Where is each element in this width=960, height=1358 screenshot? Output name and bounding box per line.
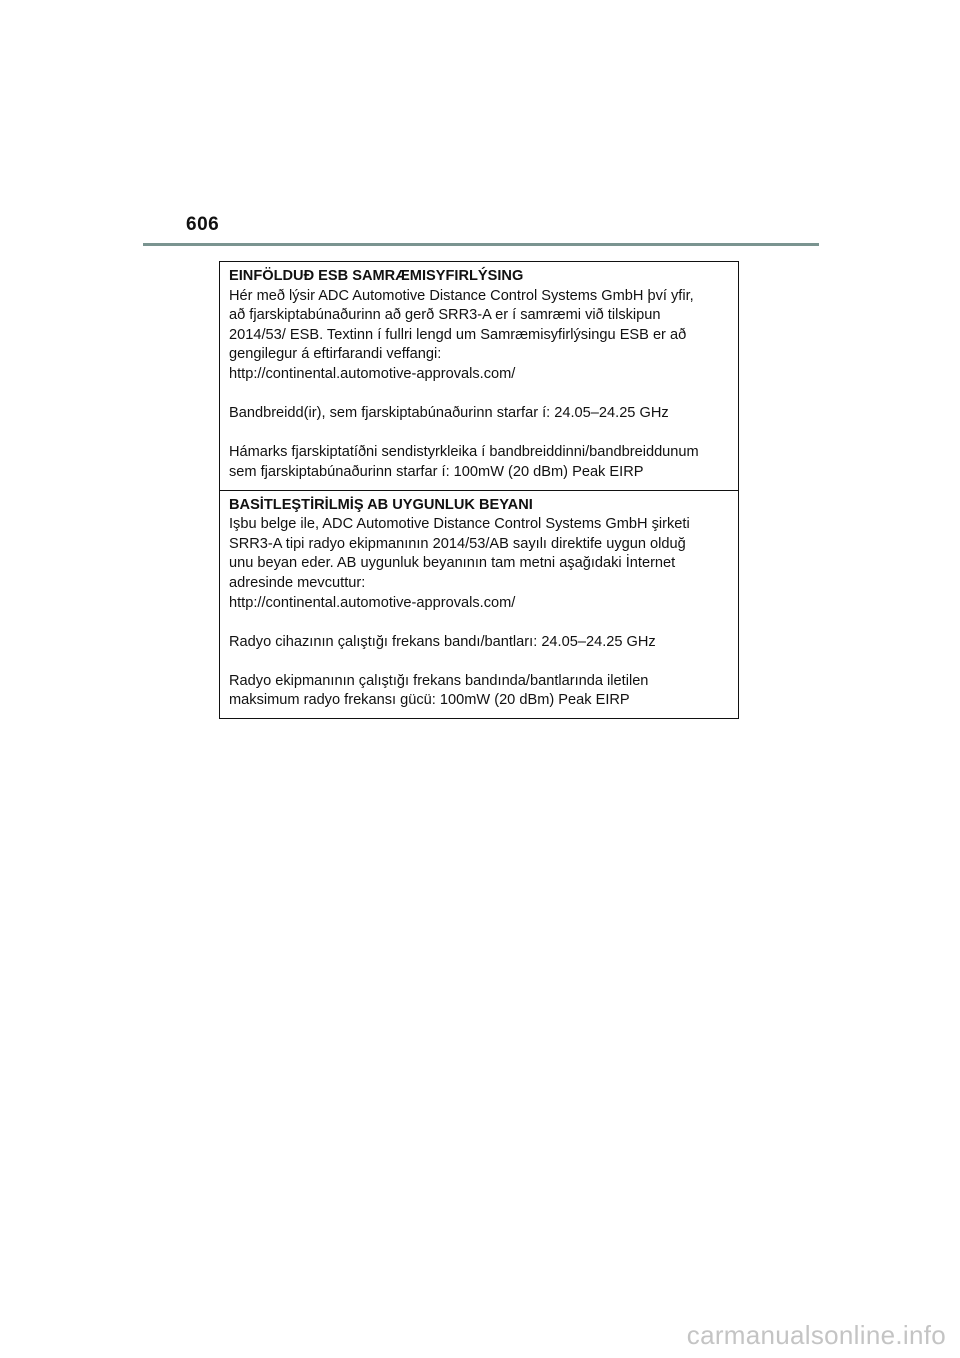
section-title: EINFÖLDUÐ ESB SAMRÆMISYFIRLÝSING bbox=[229, 268, 524, 284]
header-divider bbox=[143, 243, 819, 246]
page-number: 606 bbox=[186, 214, 220, 235]
text-line: Hámarks fjarskiptatíðni sendistyrkleika í bandbreiddinni/bandbreiddunum bbox=[229, 444, 699, 461]
paragraph bbox=[229, 515, 729, 613]
text-line: SRR3-A tipi radyo ekipmanının 2014/53/AB sayılı direktife uygun olduğ bbox=[229, 535, 686, 552]
paragraph bbox=[229, 443, 729, 482]
section-title: BASİTLEŞTİRİLMİŞ AB UYGUNLUK BEYANI bbox=[229, 496, 533, 513]
text-line: gengilegur á eftirfarandi veffangi: bbox=[229, 346, 442, 363]
text-line: Radyo ekipmanının çalıştığı frekans bandında/bantlarında iletilen bbox=[229, 672, 649, 689]
text-line: Hér með lýsir ADC Automotive Distance Control Systems GmbH því yfir, bbox=[229, 287, 694, 304]
text-line: maksimum radyo frekansı gücü: 100mW (20 dBm) Peak EIRP bbox=[229, 692, 630, 709]
paragraph-spacer bbox=[229, 652, 729, 672]
url-text: http://continental.automotive-approvals.com/ bbox=[229, 594, 516, 611]
text-line: Bandbreidd(ir), sem fjarskiptabúnaðurinn starfar í: 24.05–24.25 GHz bbox=[229, 405, 669, 422]
paragraph-spacer bbox=[229, 385, 729, 405]
paragraph-spacer bbox=[229, 424, 729, 444]
text-line: unu beyan eder. AB uygunluk beyanının tam metni aşağıdaki İnternet bbox=[229, 555, 676, 572]
text-line: 2014/53/ ESB. Textinn í fullri lengd um Samræmisyfirlýsingu ESB er að bbox=[229, 326, 687, 343]
declaration-section-icelandic bbox=[220, 262, 738, 490]
paragraph bbox=[229, 287, 729, 385]
text-line: að fjarskiptabúnaðurinn að gerð SRR3-A er í samræmi við tilskipun bbox=[229, 307, 661, 324]
url-text: http://continental.automotive-approvals.com/ bbox=[229, 365, 516, 382]
paragraph bbox=[229, 633, 729, 653]
paragraph bbox=[229, 404, 729, 424]
declaration-table bbox=[219, 261, 739, 719]
text-line: Radyo cihazının çalıştığı frekans bandı/bantları: 24.05–24.25 GHz bbox=[229, 633, 656, 650]
text-line: sem fjarskiptabúnaðurinn starfar í: 100mW (20 dBm) Peak EIRP bbox=[229, 463, 644, 480]
paragraph-spacer bbox=[229, 613, 729, 633]
paragraph bbox=[229, 672, 729, 711]
text-line: Işbu belge ile, ADC Automotive Distance Control Systems GmbH şirketi bbox=[229, 516, 690, 533]
watermark-text: carmanualsonline.info bbox=[686, 1320, 946, 1350]
declaration-section-turkish bbox=[220, 490, 738, 719]
text-line: adresinde mevcuttur: bbox=[229, 574, 366, 591]
